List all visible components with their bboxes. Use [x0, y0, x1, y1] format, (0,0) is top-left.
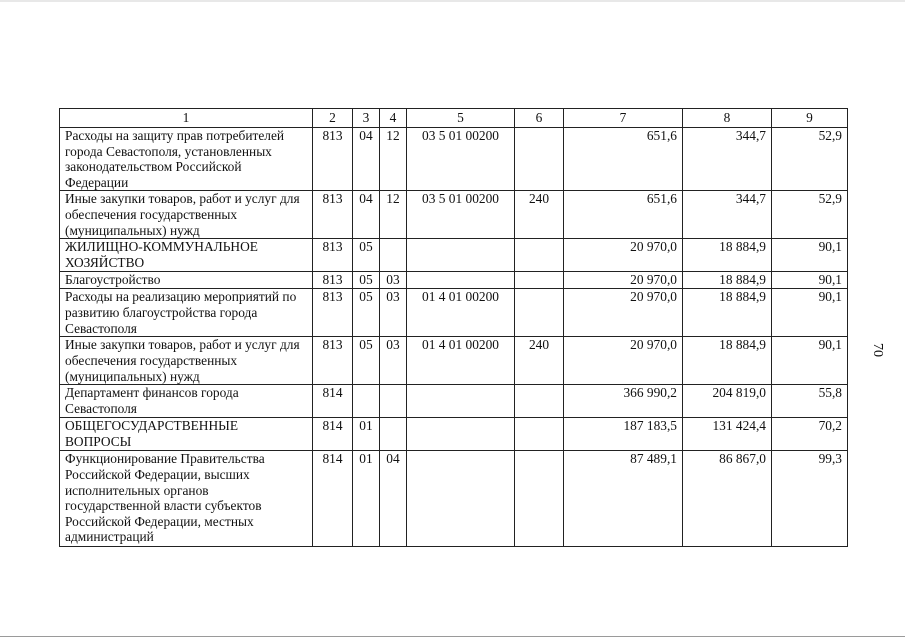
- expense-name: Расходы на защиту прав потребителей города Севастополя, установленных законодательством Российской Федерации: [60, 128, 313, 191]
- subsection-code: 03: [380, 337, 407, 385]
- table-row: [60, 451, 848, 547]
- subsection-code: [380, 418, 407, 451]
- section-code: 05: [353, 272, 380, 289]
- column-header: 3: [353, 109, 380, 128]
- column-header: 6: [515, 109, 564, 128]
- expense-type-code: [515, 385, 564, 418]
- expense-name: Функционирование Правительства Российской Федерации, высших исполнительных органов государственной власти субъектов Российской Федерации, местных администраций: [60, 451, 313, 547]
- page-number: 70: [870, 343, 885, 357]
- expense-name: ОБЩЕГОСУДАРСТВЕННЫЕ ВОПРОСЫ: [60, 418, 313, 451]
- table-row: [60, 239, 848, 272]
- column-header: 7: [564, 109, 683, 128]
- subsection-code: 03: [380, 289, 407, 337]
- target-article-code: [407, 451, 515, 547]
- executed-amount: 204 819,0: [683, 385, 772, 418]
- execution-percent: 90,1: [772, 272, 848, 289]
- subsection-code: 12: [380, 128, 407, 191]
- section-code: 05: [353, 239, 380, 272]
- table-row: [60, 272, 848, 289]
- planned-amount: 20 970,0: [564, 239, 683, 272]
- execution-percent: 52,9: [772, 128, 848, 191]
- column-header: 8: [683, 109, 772, 128]
- section-code: 04: [353, 191, 380, 239]
- target-article-code: 01 4 01 00200: [407, 289, 515, 337]
- expense-type-code: [515, 272, 564, 289]
- department-code: 813: [313, 337, 353, 385]
- expense-name: Иные закупки товаров, работ и услуг для обеспечения государственных (муниципальных) нужд: [60, 191, 313, 239]
- executed-amount: 86 867,0: [683, 451, 772, 547]
- table-row: [60, 418, 848, 451]
- department-code: 814: [313, 451, 353, 547]
- expense-type-code: [515, 451, 564, 547]
- column-header: 4: [380, 109, 407, 128]
- column-header: 1: [60, 109, 313, 128]
- execution-percent: 90,1: [772, 239, 848, 272]
- table-row: [60, 191, 848, 239]
- executed-amount: 18 884,9: [683, 272, 772, 289]
- execution-percent: 70,2: [772, 418, 848, 451]
- department-code: 814: [313, 385, 353, 418]
- executed-amount: 344,7: [683, 128, 772, 191]
- execution-percent: 90,1: [772, 337, 848, 385]
- planned-amount: 20 970,0: [564, 272, 683, 289]
- expense-type-code: 240: [515, 191, 564, 239]
- department-code: 813: [313, 191, 353, 239]
- department-code: 813: [313, 272, 353, 289]
- expense-name: Департамент финансов города Севастополя: [60, 385, 313, 418]
- department-code: 814: [313, 418, 353, 451]
- section-code: 01: [353, 418, 380, 451]
- expense-type-code: 240: [515, 337, 564, 385]
- planned-amount: 187 183,5: [564, 418, 683, 451]
- header-row: [60, 109, 848, 128]
- executed-amount: 18 884,9: [683, 289, 772, 337]
- section-code: 05: [353, 337, 380, 385]
- expense-name: Благоустройство: [60, 272, 313, 289]
- department-code: 813: [313, 289, 353, 337]
- target-article-code: [407, 385, 515, 418]
- section-code: 01: [353, 451, 380, 547]
- target-article-code: [407, 239, 515, 272]
- executed-amount: 18 884,9: [683, 239, 772, 272]
- expense-type-code: [515, 128, 564, 191]
- page-bottom-edge: [0, 636, 905, 637]
- target-article-code: [407, 418, 515, 451]
- expense-name: Расходы на реализацию мероприятий по развитию благоустройства города Севастополя: [60, 289, 313, 337]
- planned-amount: 20 970,0: [564, 337, 683, 385]
- executed-amount: 344,7: [683, 191, 772, 239]
- target-article-code: 03 5 01 00200: [407, 128, 515, 191]
- section-code: [353, 385, 380, 418]
- planned-amount: 366 990,2: [564, 385, 683, 418]
- subsection-code: 03: [380, 272, 407, 289]
- expense-type-code: [515, 239, 564, 272]
- execution-percent: 99,3: [772, 451, 848, 547]
- column-header: 9: [772, 109, 848, 128]
- table-row: [60, 289, 848, 337]
- section-code: 05: [353, 289, 380, 337]
- table-row: [60, 337, 848, 385]
- execution-percent: 55,8: [772, 385, 848, 418]
- expense-name: ЖИЛИЩНО-КОММУНАЛЬНОЕ ХОЗЯЙСТВО: [60, 239, 313, 272]
- section-code: 04: [353, 128, 380, 191]
- column-header: 2: [313, 109, 353, 128]
- column-header: 5: [407, 109, 515, 128]
- executed-amount: 18 884,9: [683, 337, 772, 385]
- subsection-code: [380, 385, 407, 418]
- page-top-edge: [0, 0, 905, 2]
- planned-amount: 651,6: [564, 191, 683, 239]
- expense-type-code: [515, 418, 564, 451]
- execution-percent: 52,9: [772, 191, 848, 239]
- budget-table: [59, 108, 848, 547]
- subsection-code: 04: [380, 451, 407, 547]
- subsection-code: [380, 239, 407, 272]
- executed-amount: 131 424,4: [683, 418, 772, 451]
- planned-amount: 651,6: [564, 128, 683, 191]
- planned-amount: 20 970,0: [564, 289, 683, 337]
- target-article-code: 01 4 01 00200: [407, 337, 515, 385]
- table-row: [60, 128, 848, 191]
- execution-percent: 90,1: [772, 289, 848, 337]
- subsection-code: 12: [380, 191, 407, 239]
- department-code: 813: [313, 128, 353, 191]
- target-article-code: 03 5 01 00200: [407, 191, 515, 239]
- expense-type-code: [515, 289, 564, 337]
- department-code: 813: [313, 239, 353, 272]
- table-row: [60, 385, 848, 418]
- planned-amount: 87 489,1: [564, 451, 683, 547]
- expense-name: Иные закупки товаров, работ и услуг для обеспечения государственных (муниципальных) нужд: [60, 337, 313, 385]
- target-article-code: [407, 272, 515, 289]
